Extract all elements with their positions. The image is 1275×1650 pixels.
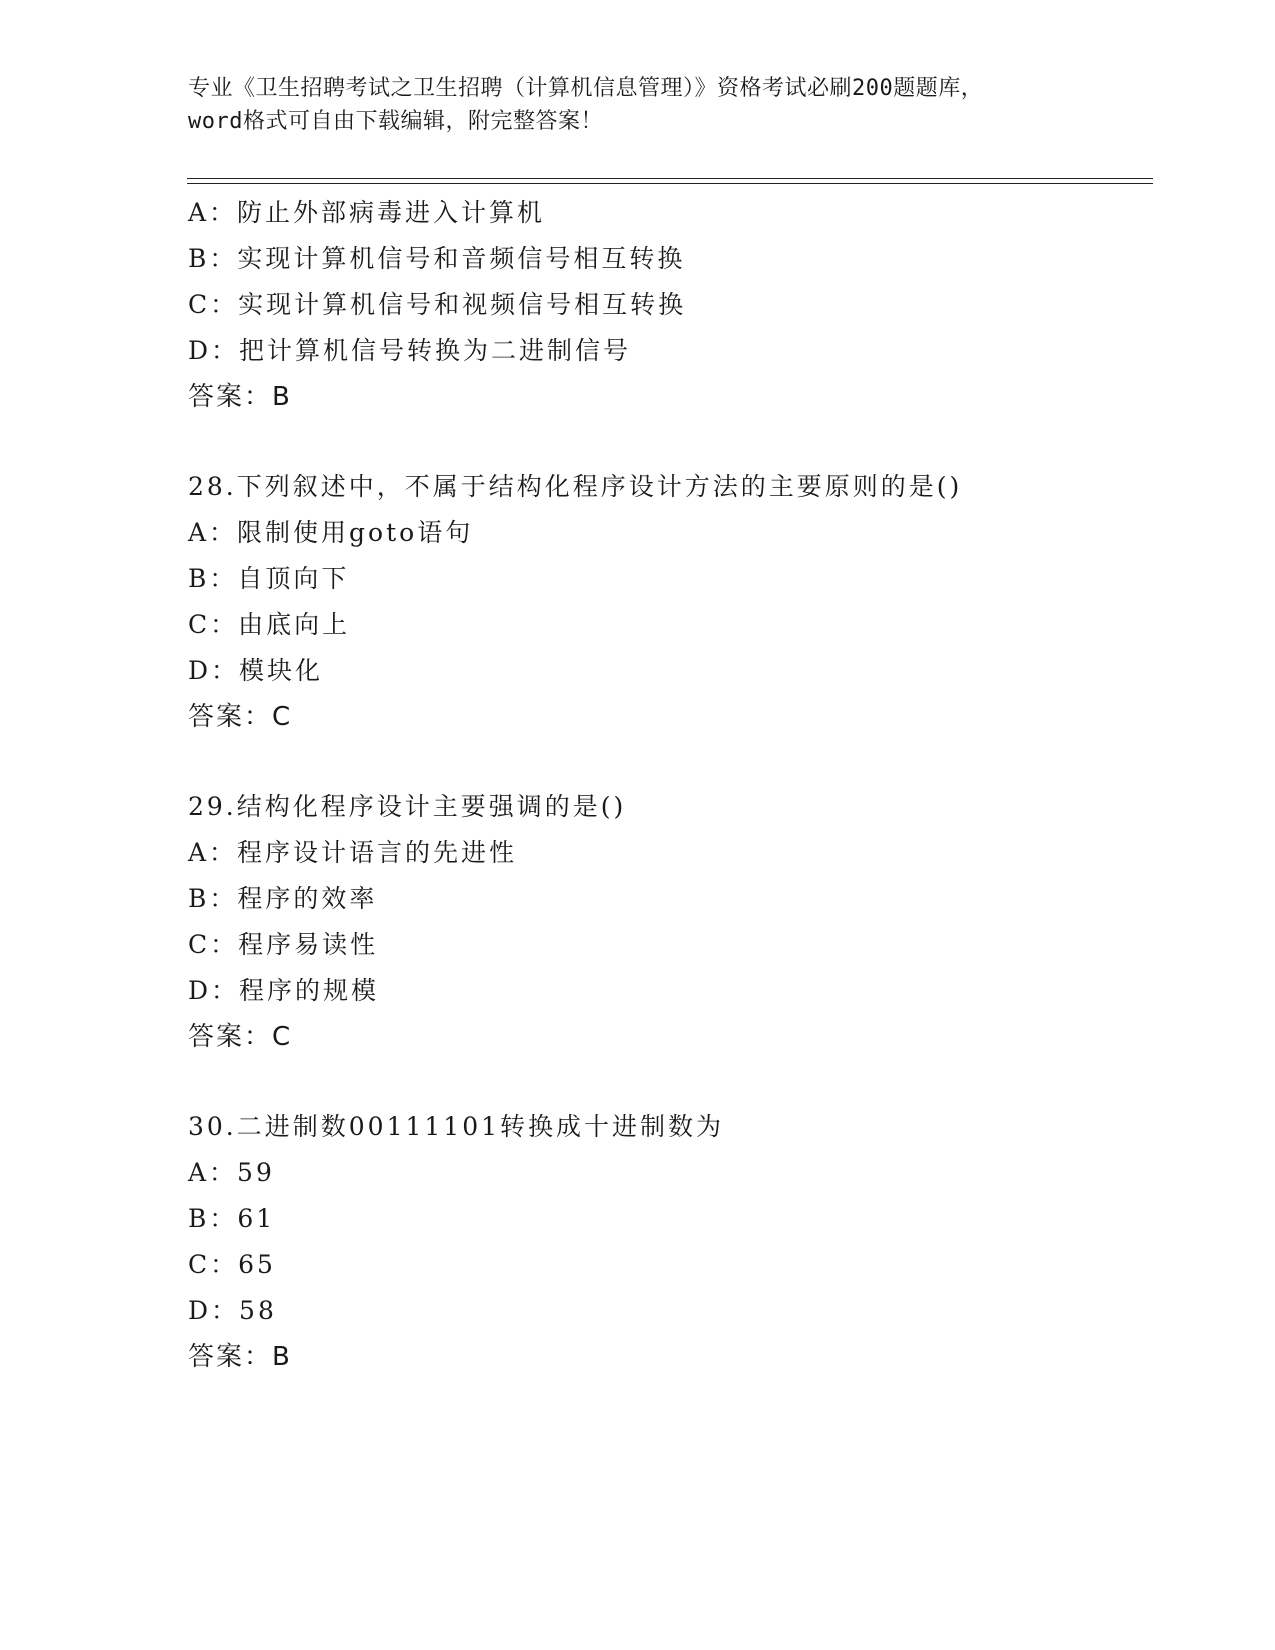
option-a: A：程序设计语言的先进性: [188, 838, 518, 867]
question-list: [188, 190, 1188, 1380]
question-block-30: [188, 1104, 1188, 1380]
question-text: 28.下列叙述中，不属于结构化程序设计方法的主要原则的是(): [188, 472, 963, 501]
answer-line: 答案：C: [188, 702, 293, 732]
header-line-1: 专业《卫生招聘考试之卫生招聘（计算机信息管理）》资格考试必刷200题题库，: [188, 76, 984, 101]
option-b: B：实现计算机信号和音频信号相互转换: [188, 244, 686, 273]
option-c: C：65: [188, 1250, 276, 1279]
header-line-2: word格式可自由下载编辑，附完整答案！: [188, 109, 603, 134]
answer-line: 答案：B: [188, 382, 292, 412]
question-spacer: [188, 740, 1188, 784]
option-d: D：程序的规模: [188, 976, 380, 1005]
question-text: 30.二进制数00111101转换成十进制数为: [188, 1112, 725, 1141]
question-spacer: [188, 1060, 1188, 1104]
option-a: A：限制使用goto语句: [188, 518, 474, 547]
question-spacer: [188, 420, 1188, 464]
option-b: B：程序的效率: [188, 884, 378, 913]
question-block-29: [188, 784, 1188, 1060]
option-b: B：61: [188, 1204, 276, 1233]
option-c: C：由底向上: [188, 610, 351, 639]
option-a: A：防止外部病毒进入计算机: [188, 198, 546, 227]
option-d: D：模块化: [188, 656, 324, 685]
option-c: C：实现计算机信号和视频信号相互转换: [188, 290, 687, 319]
option-c: C：程序易读性: [188, 930, 379, 959]
header-divider-top: [187, 178, 1153, 179]
question-text: 29.结构化程序设计主要强调的是(): [188, 792, 627, 821]
answer-line: 答案：C: [188, 1022, 293, 1052]
document-header: [188, 72, 1088, 138]
option-d: D：把计算机信号转换为二进制信号: [188, 336, 632, 365]
question-block-28: [188, 464, 1188, 740]
option-a: A：59: [188, 1158, 275, 1187]
option-b: B：自顶向下: [188, 564, 350, 593]
option-d: D：58: [188, 1296, 277, 1325]
answer-line: 答案：B: [188, 1342, 292, 1372]
question-block-27: [188, 190, 1188, 420]
header-divider-bottom: [187, 183, 1153, 184]
